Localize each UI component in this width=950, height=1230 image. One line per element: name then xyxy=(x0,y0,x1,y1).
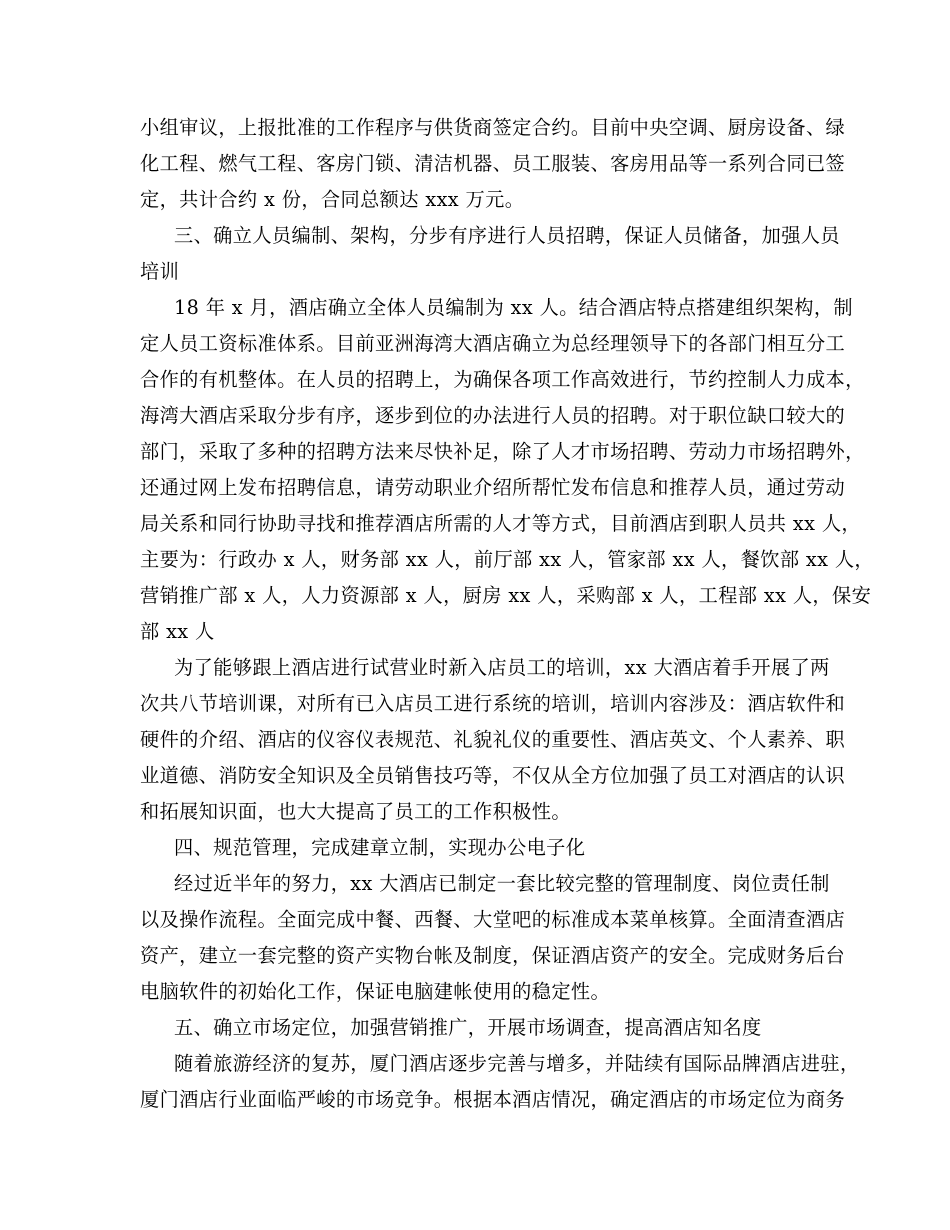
text-line: 次共八节培训课，对所有已入店员工进行系统的培训，培训内容涉及：酒店软件和 xyxy=(140,692,846,715)
text-line: 18 年 x 月，酒店确立全体人员编制为 xx 人。结合酒店特点搭建组织架构，制 xyxy=(174,296,853,319)
text-line: 还通过网上发布招聘信息，请劳动职业介绍所帮忙发布信息和推荐人员，通过劳动 xyxy=(140,476,846,499)
text-line: 局关系和同行协助寻找和推荐酒店所需的人才等方式，目前酒店到职人员共 xx 人， xyxy=(140,512,862,535)
text-line: 资产，建立一套完整的资产实物台帐及制度，保证酒店资产的安全。完成财务后台 xyxy=(140,944,846,967)
text-line: 以及操作流程。全面完成中餐、西餐、大堂吧的标准成本菜单核算。全面清查酒店 xyxy=(140,908,846,931)
section-heading-3-cont: 培训 xyxy=(140,260,180,283)
text-line: 小组审议，上报批准的工作程序与供货商签定合约。目前中央空调、厨房设备、绿 xyxy=(140,116,846,139)
text-line: 和拓展知识面，也大大提高了员工的工作积极性。 xyxy=(140,800,571,823)
section-heading-3: 三、确立人员编制、架构，分步有序进行人员招聘，保证人员储备，加强人员 xyxy=(174,224,840,247)
text-line: 厦门酒店行业面临严峻的市场竞争。根据本酒店情况，确定酒店的市场定位为商务 xyxy=(140,1088,846,1111)
section-heading-5: 五、确立市场定位，加强营销推广，开展市场调查，提高酒店知名度 xyxy=(174,1016,762,1039)
text-line: 硬件的介绍、酒店的仪容仪表规范、礼貌礼仪的重要性、酒店英文、个人素养、职 xyxy=(140,728,846,751)
text-line: 业道德、消防安全知识及全员销售技巧等，不仅从全方位加强了员工对酒店的认识 xyxy=(140,764,846,787)
text-line: 定人员工资标准体系。目前亚洲海湾大酒店确立为总经理领导下的各部门相互分工 xyxy=(140,332,846,355)
section-heading-4: 四、规范管理，完成建章立制，实现办公电子化 xyxy=(174,836,586,859)
text-line: 电脑软件的初始化工作，保证电脑建帐使用的稳定性。 xyxy=(140,980,611,1003)
text-line: 定，共计合约 x 份，合同总额达 xxx 万元。 xyxy=(140,188,525,211)
text-line: 部门，采取了多种的招聘方法来尽快补足，除了人才市场招聘、劳动力市场招聘外， xyxy=(140,440,865,463)
text-line: 经过近半年的努力，xx 大酒店已制定一套比较完整的管理制度、岗位责任制 xyxy=(174,872,830,895)
text-line: 随着旅游经济的复苏，厦门酒店逐步完善与增多，并陆续有国际品牌酒店进驻， xyxy=(174,1052,860,1075)
text-line: 营销推广部 x 人，人力资源部 x 人，厨房 xx 人，采购部 x 人，工程部 xx 人，保安 xyxy=(140,584,872,607)
text-line: 化工程、燃气工程、客房门锁、清洁机器、员工服装、客房用品等一系列合同已签 xyxy=(140,152,846,175)
text-line: 部 xx 人 xyxy=(140,620,215,643)
text-line: 合作的有机整体。在人员的招聘上，为确保各项工作高效进行，节约控制人力成本， xyxy=(140,368,865,391)
text-line: 主要为：行政办 x 人，财务部 xx 人，前厅部 xx 人，管家部 xx 人，餐饮部 xx 人， xyxy=(140,548,875,571)
text-line: 海湾大酒店采取分步有序，逐步到位的办法进行人员的招聘。对于职位缺口较大的 xyxy=(140,404,846,427)
text-line: 为了能够跟上酒店进行试营业时新入店员工的培训，xx 大酒店着手开展了两 xyxy=(174,656,830,679)
